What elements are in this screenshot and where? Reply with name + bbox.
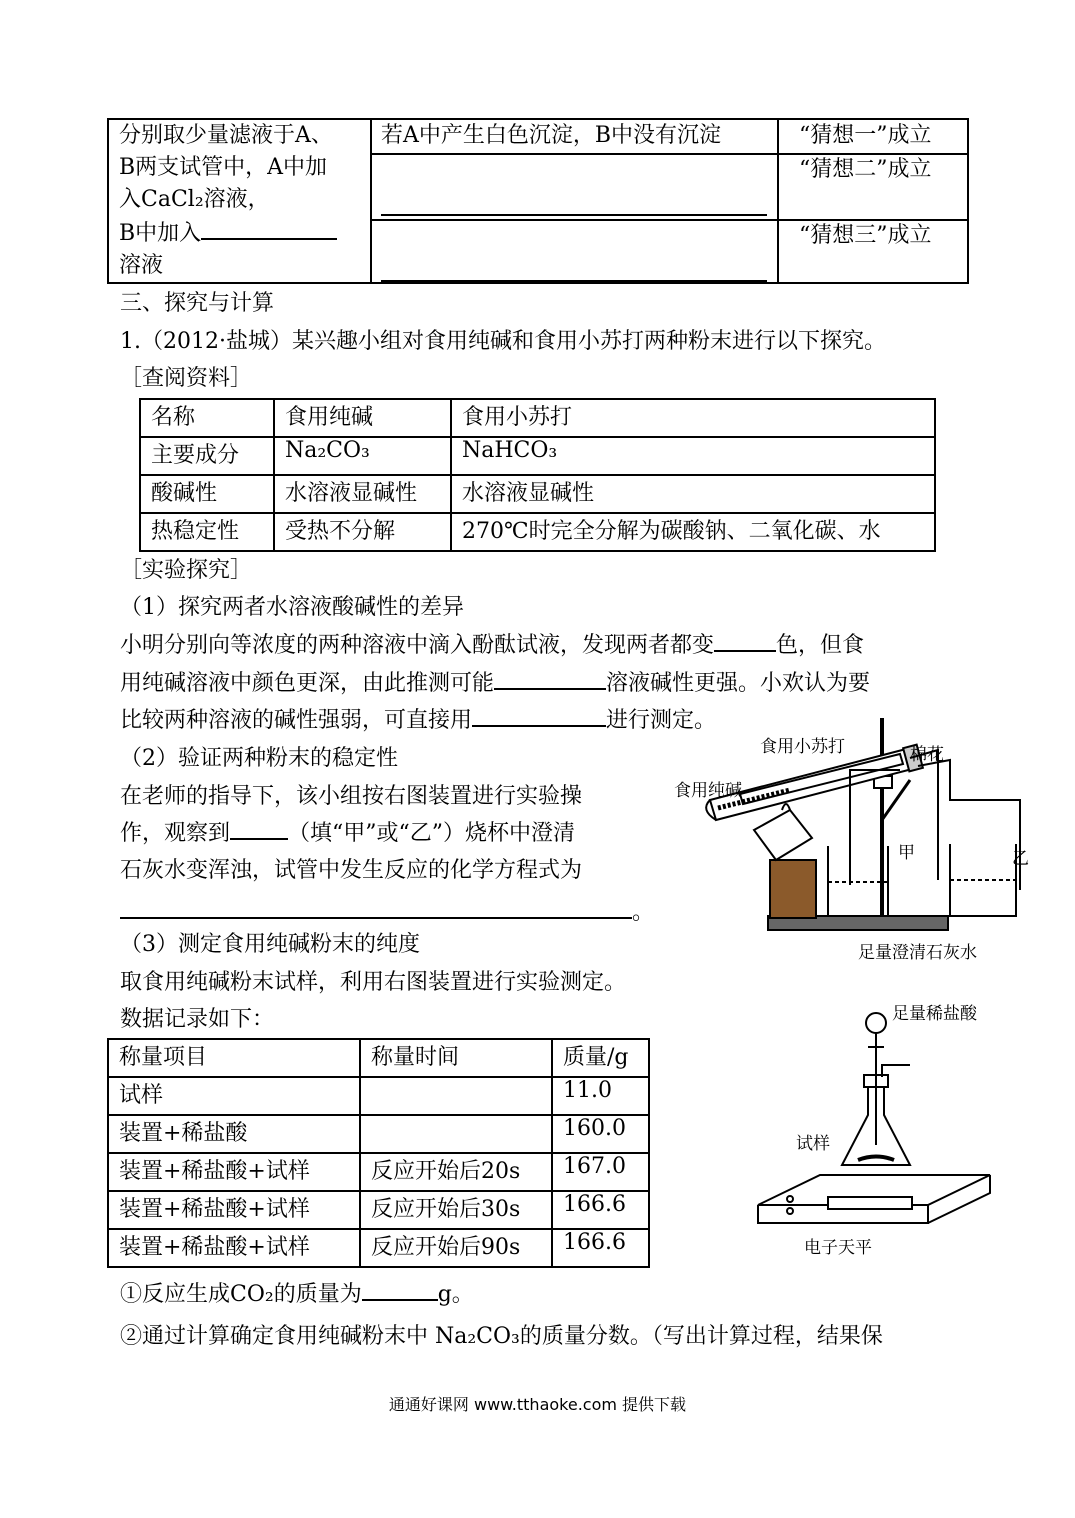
row3-conclusion: “猜想三”成立 [799, 223, 932, 248]
table-row: 装置+稀盐酸+试样 反应开始后30s 166.6 [108, 1191, 649, 1229]
question-a: ①反应生成CO₂的质量为 g。 [120, 1276, 474, 1314]
label-baking-soda: 食用小苏打 [760, 737, 845, 757]
info-cell: 酸碱性 [140, 475, 274, 513]
question-b: ②通过计算确定食用纯碱粉末中 Na₂CO₃的质量分数。（写出计算过程，结果保 [120, 1324, 883, 1349]
label-beaker-yi: 乙 [1012, 849, 1029, 869]
table-header: 质量/g [552, 1039, 649, 1077]
answer-blank[interactable] [230, 816, 288, 840]
table-row: 装置+稀盐酸 160.0 [108, 1115, 649, 1153]
apparatus-drawing [660, 710, 1040, 970]
part3-title: （3）测定食用纯碱粉末的纯度 [120, 932, 420, 957]
heating-apparatus-figure [660, 710, 1040, 970]
info-table [139, 398, 936, 552]
info-cell: NaHCO₃ [451, 437, 935, 475]
answer-blank[interactable] [494, 666, 606, 690]
part1-title: （1）探究两者水溶液酸碱性的差异 [120, 595, 464, 620]
info-cell: 食用纯碱 [274, 399, 451, 437]
label-sample: 试样 [796, 1134, 830, 1154]
answer-blank[interactable] [120, 895, 632, 919]
label-beaker-jia: 甲 [898, 843, 915, 863]
table-row: 装置+稀盐酸+试样 反应开始后90s 166.6 [108, 1229, 649, 1267]
info-cell: 名称 [140, 399, 274, 437]
page-footer: 通通好课网 www.tthaoke.com 提供下载 [388, 1395, 687, 1414]
table-header: 称量项目 [108, 1039, 360, 1077]
table-row: 试样 11.0 [108, 1077, 649, 1115]
info-cell: Na₂CO₃ [274, 437, 451, 475]
part2-line3: 石灰水变浑浊，试管中发生反应的化学方程式为 [120, 858, 583, 883]
top-table [107, 118, 969, 284]
info-cell: 水溶液显碱性 [274, 475, 451, 513]
info-cell: 主要成分 [140, 437, 274, 475]
data-table [107, 1038, 650, 1268]
balance-apparatus-figure [750, 995, 1050, 1258]
part2-title: （2）验证两种粉末的稳定性 [120, 746, 398, 771]
answer-blank[interactable] [381, 214, 767, 216]
method-cell: 分别取少量滤液于A、 B两支试管中，A中加 入CaCl₂溶液， B中加入 溶液 [119, 120, 337, 282]
part3-line1: 取食用纯碱粉末试样，利用右图装置进行实验测定。 [120, 970, 627, 995]
part1-line2: 用纯碱溶液中颜色更深，由此推测可能 溶液碱性更强。小欢认为要 [120, 665, 870, 703]
part1-line3: 比较两种溶液的碱性强弱，可直接用 进行测定。 [120, 702, 716, 740]
part2-line1: 在老师的指导下，该小组按右图装置进行实验操 [120, 784, 583, 809]
part1-line1: 小明分别向等浓度的两种溶液中滴入酚酞试液，发现两者都变 色，但食 [120, 627, 864, 665]
section-title: 三、探究与计算 [120, 291, 275, 316]
label-cotton: 棉花 [910, 745, 944, 765]
table-header: 称量时间 [360, 1039, 552, 1077]
answer-blank[interactable] [714, 628, 776, 652]
label-limewater: 足量澄清石灰水 [858, 943, 977, 963]
row1-conclusion: “猜想一”成立 [799, 123, 932, 148]
answer-blank[interactable] [201, 216, 337, 240]
question-intro: 1.（2012·盐城）某兴趣小组对食用纯碱和食用小苏打两种粉末进行以下探究。 [120, 329, 886, 354]
part2-line2: 作，观察到 （填“甲”或“乙”）烧杯中澄清 [120, 815, 575, 853]
label-balance: 电子天平 [804, 1238, 872, 1258]
label-soda-ash: 食用纯碱 [674, 781, 742, 801]
answer-blank[interactable] [362, 1277, 438, 1301]
label-dilute-acid: 足量稀盐酸 [892, 1004, 977, 1024]
part2-line4: 。 [120, 894, 654, 932]
answer-blank[interactable] [472, 703, 606, 727]
table-row: 装置+稀盐酸+试样 反应开始后20s 167.0 [108, 1153, 649, 1191]
info-cell: 水溶液显碱性 [451, 475, 935, 513]
row1-phenomenon: 若A中产生白色沉淀，B中没有沉淀 [381, 123, 722, 148]
info-cell: 受热不分解 [274, 513, 451, 551]
info-cell: 热稳定性 [140, 513, 274, 551]
answer-blank[interactable] [381, 280, 767, 282]
experiment-label: ［实验探究］ [120, 558, 253, 583]
info-cell: 270℃时完全分解为碳酸钠、二氧化碳、水 [451, 513, 935, 551]
lookup-label: ［查阅资料］ [120, 366, 253, 391]
part3-line2: 数据记录如下： [120, 1007, 275, 1032]
row2-conclusion: “猜想二”成立 [799, 157, 932, 182]
balance-drawing [750, 995, 1050, 1255]
info-cell: 食用小苏打 [451, 399, 935, 437]
